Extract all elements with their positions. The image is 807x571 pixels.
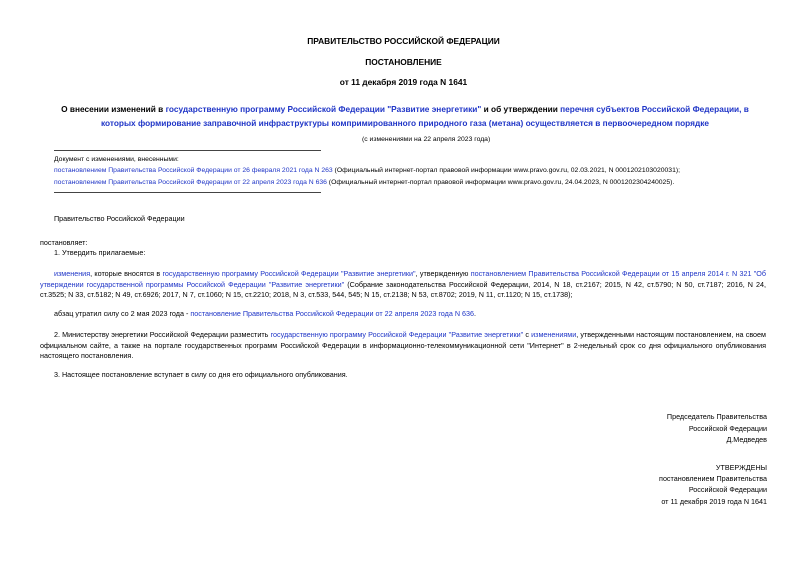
title-link-list[interactable]: перечня субъектов Российской Федерации, в которых формирование заправочной инфраструктуры компримированного природного газа (метана) осуществляется в первоочередном порядке xyxy=(100,104,749,128)
decrees-word: постановляет: xyxy=(40,238,88,247)
link-program[interactable]: государственную программу Российской Федерации "Развитие энергетики" xyxy=(270,330,524,339)
link-changes[interactable]: изменения xyxy=(54,269,91,278)
amendment-link[interactable]: постановлением Правительства Российской Федерации от 22 апреля 2023 года N 636 xyxy=(54,179,327,186)
paragraph-text: , которые вносятся в xyxy=(90,269,163,278)
government-subject: Правительство Российской Федерации xyxy=(54,214,185,223)
amendment-item xyxy=(54,179,674,186)
title-link-program[interactable]: государственную программу Российской Федерации "Развитие энергетики" xyxy=(165,104,482,114)
link-decree-321[interactable]: постановлением Правительства Российской Федерации от 15 апреля 2014 г. N 321 "Об утверждении государственной программы Российской Федерации "Развитие энергетики" xyxy=(40,269,766,289)
paragraph-text: абзац утратил силу со 2 мая 2023 года - xyxy=(54,309,191,318)
amendment-item xyxy=(54,167,680,174)
amendments-heading: Документ с изменениями, внесенными: xyxy=(54,156,179,163)
paragraph-1a xyxy=(40,269,766,301)
document-date-number: от 11 декабря 2019 года N 1641 xyxy=(339,77,468,87)
signature-position: Председатель Правительства xyxy=(666,412,767,421)
approval-date: от 11 декабря 2019 года N 1641 xyxy=(661,496,767,506)
paragraph-1: 1. Утвердить прилагаемые: xyxy=(54,248,146,257)
paragraph-3: 3. Настоящее постановление вступает в силу со дня его официального опубликования. xyxy=(54,370,348,379)
link-decree-636[interactable]: постановление Правительства Российской Федерации от 22 апреля 2023 года N 636 xyxy=(190,309,475,318)
paragraph-text: , утвержденными настоящим постановлением, на своем официальном сайте, а также на портале государственных программ Российской Федерации в информационно-телекоммуникационной сети "Интернет" в 2-недельный срок со дня официального опубликования настоящего постановления. xyxy=(40,330,766,360)
approval-line: Российской Федерации xyxy=(688,485,767,495)
paragraph-text: с xyxy=(523,330,532,339)
link-program[interactable]: государственную программу Российской Федерации "Развитие энергетики" xyxy=(162,269,416,278)
government-heading: ПРАВИТЕЛЬСТВО РОССИЙСКОЙ ФЕДЕРАЦИИ xyxy=(307,36,500,46)
paragraph-text: . xyxy=(474,309,477,318)
link-changes[interactable]: изменениями xyxy=(531,330,577,339)
approval-heading: УТВЕРЖДЕНЫ xyxy=(715,463,767,472)
paragraph-2 xyxy=(40,330,766,362)
paragraph-text: 2. Министерству энергетики Российской Федерации разместить xyxy=(54,330,271,339)
divider xyxy=(54,150,321,151)
paragraph-1b xyxy=(54,309,476,318)
amendment-text: (Официальный интернет-портал правовой информации www.pravo.gov.ru, 02.03.2021, N 0001202103020031); xyxy=(332,167,680,174)
title-text: О внесении изменений в xyxy=(61,104,166,114)
amendment-link[interactable]: постановлением Правительства Российской Федерации от 26 февраля 2021 года N 263 xyxy=(54,167,333,174)
amendment-text: (Официальный интернет-портал правовой информации www.pravo.gov.ru, 24.04.2023, N 0001202304240025). xyxy=(326,179,675,186)
paragraph-text: (Собрание законодательства Российской Федерации, 2014, N 18, ст.2167; 2015, N 42, ст.5790; N 50, ст.7187; 2016, N 24, ст.3525; N 33, ст.5182; N 49, ст.6926; 2017, N 7, ст.1060; N 15, ст.2210; 2018, N 3, ст.533, 544, 545; N 15, ст.2138; N 53, ст.8702; 2019, N 11, ст.1120; N 15, ст.1738); xyxy=(40,279,766,299)
signature-org: Российской Федерации xyxy=(688,423,767,433)
document-title xyxy=(44,103,766,130)
paragraph-text: , утвержденную xyxy=(415,269,471,278)
divider xyxy=(54,192,321,193)
signature-block xyxy=(667,411,767,446)
signature-name: Д.Медведев xyxy=(726,435,767,444)
document-type: ПОСТАНОВЛЕНИЕ xyxy=(365,57,442,67)
title-text: и об утверждении xyxy=(481,104,561,114)
approval-block xyxy=(659,462,767,507)
changes-note: (с изменениями на 22 апреля 2023 года) xyxy=(362,136,491,143)
approval-line: постановлением Правительства xyxy=(659,474,767,484)
